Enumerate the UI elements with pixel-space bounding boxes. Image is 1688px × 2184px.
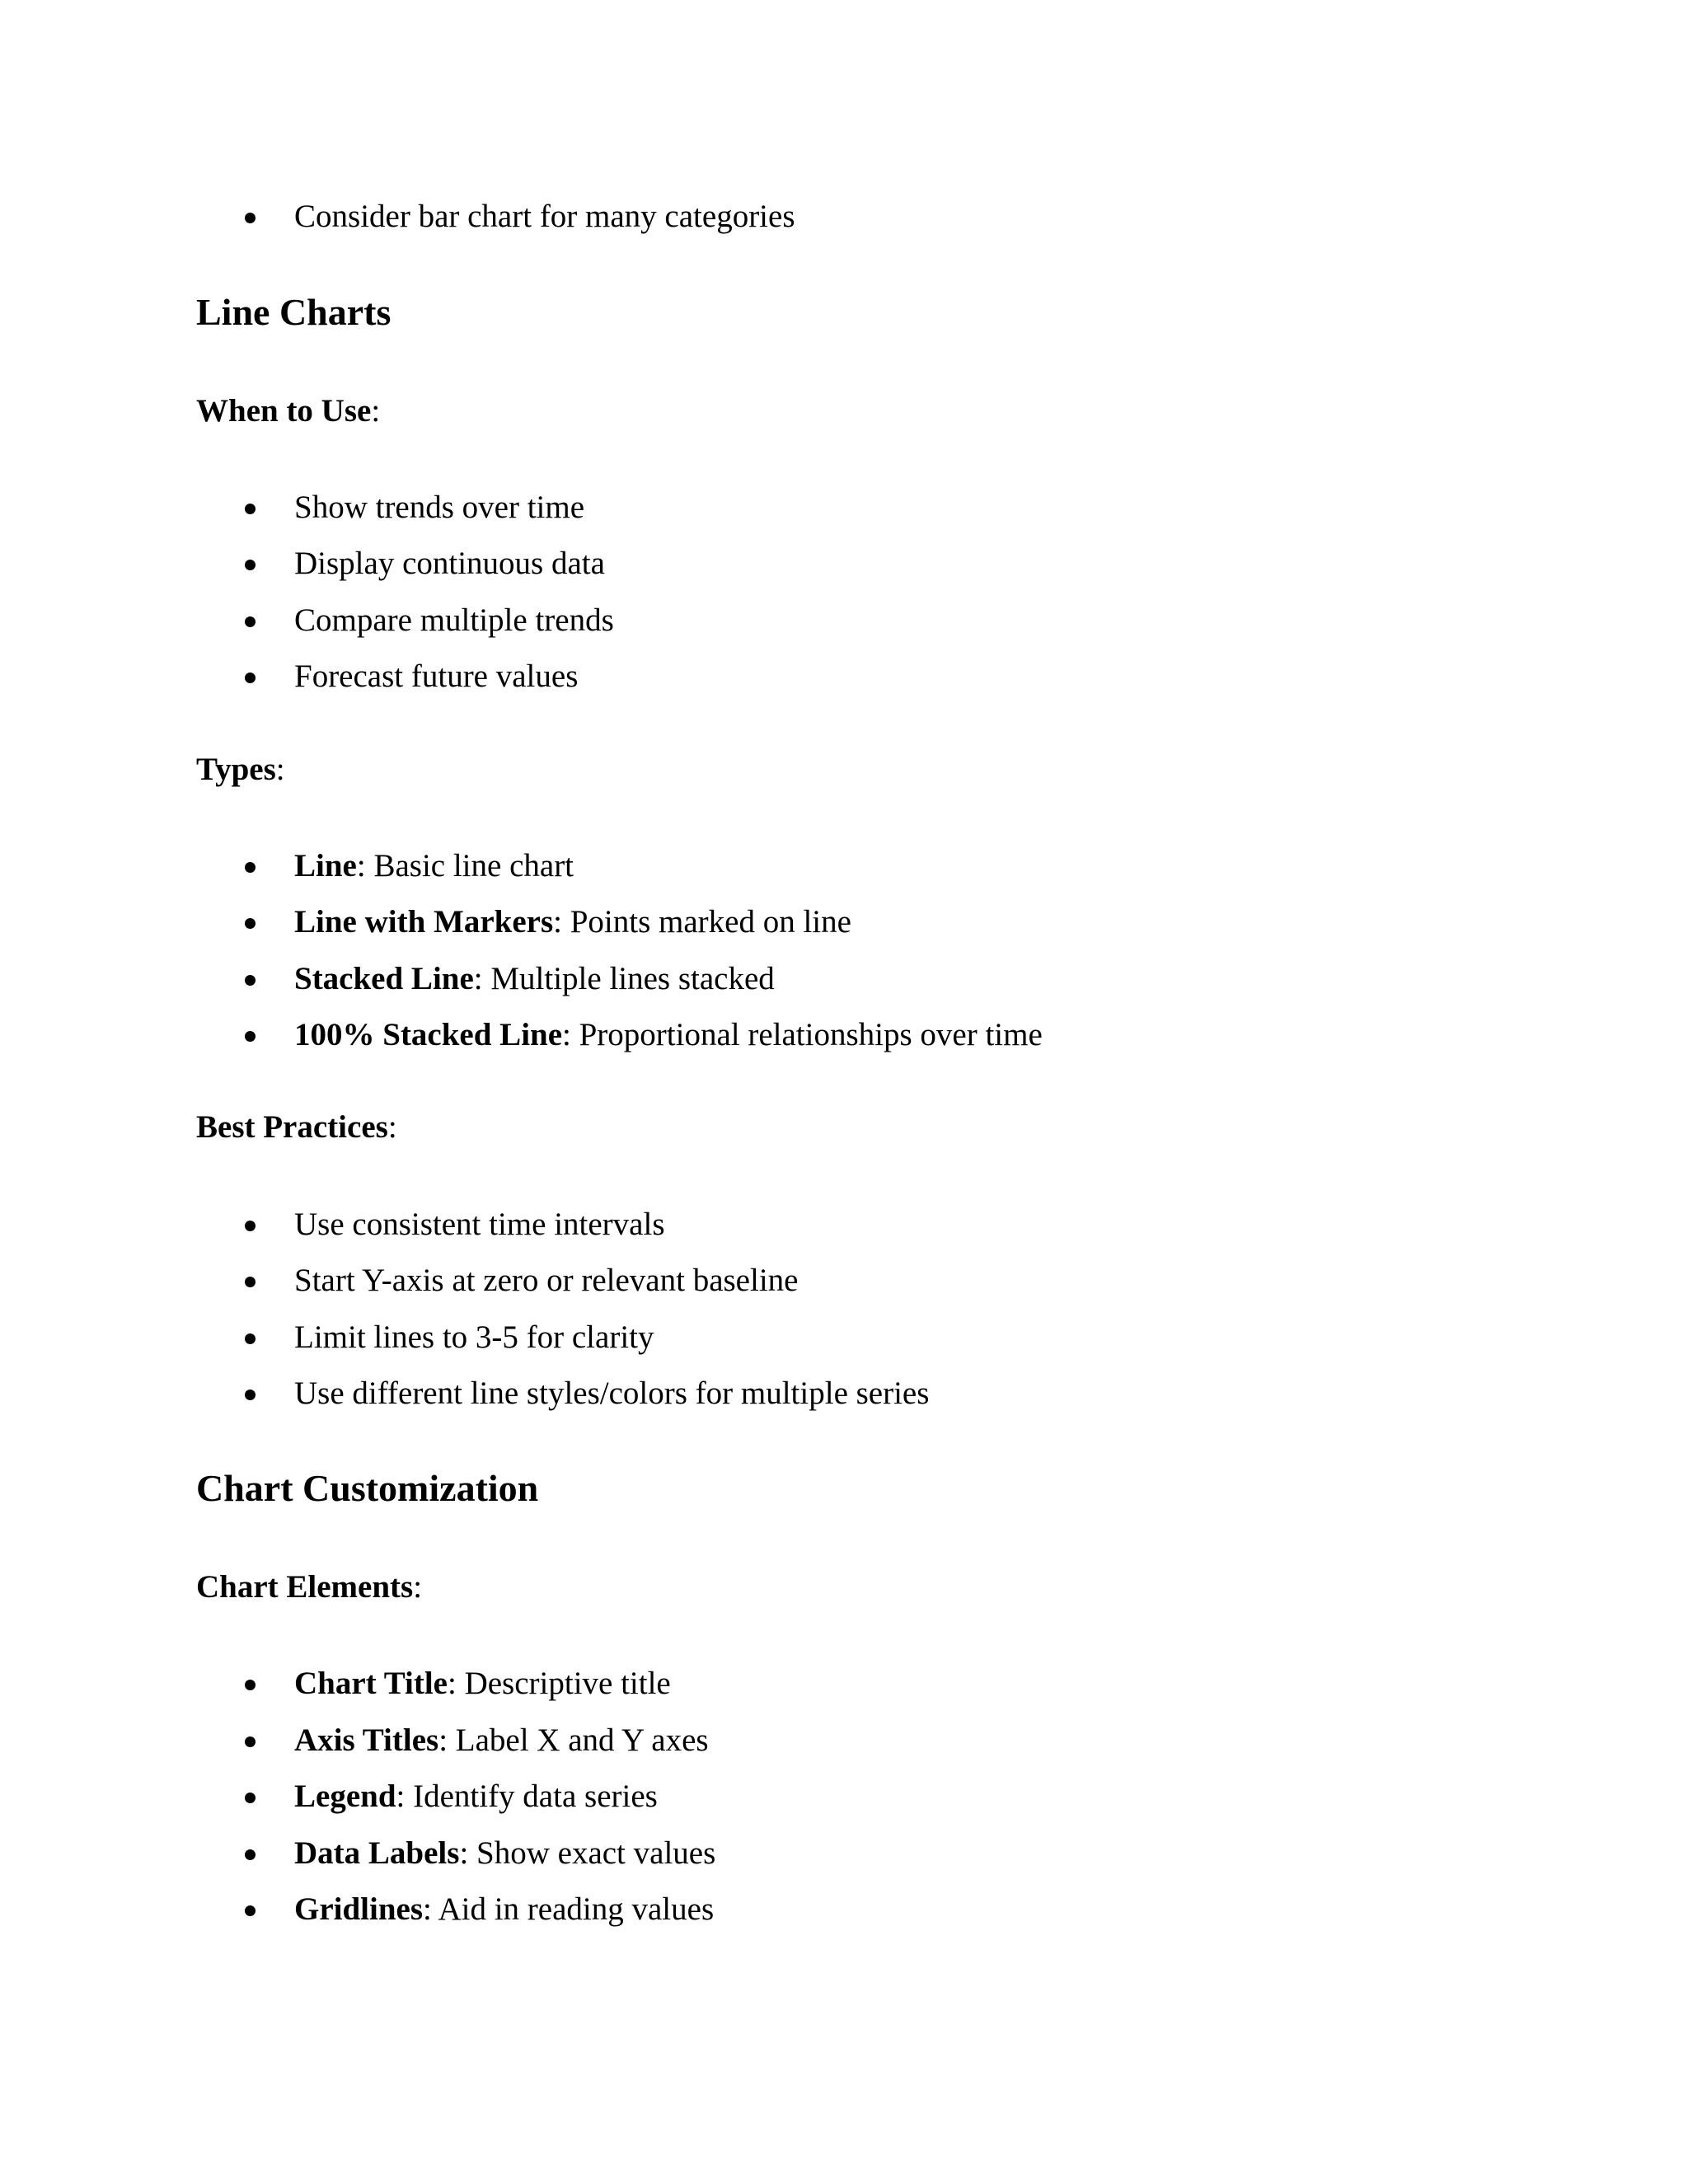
list-item-desc: : Show exact values <box>459 1835 716 1871</box>
list-item-text <box>294 963 775 995</box>
list-item-text <box>294 1724 709 1756</box>
list-item-text <box>294 1837 715 1869</box>
list-item <box>0 487 1688 528</box>
subheading-colon: : <box>371 393 381 429</box>
list-item-desc: : Basic line chart <box>356 848 574 883</box>
list-item-text <box>294 850 574 882</box>
list-item-text: Show trends over time <box>294 490 585 525</box>
subheading-when-to-use <box>196 395 380 427</box>
list-item-term: Line <box>294 848 357 883</box>
list-item-desc: : Descriptive title <box>447 1666 671 1701</box>
list-item-desc: : Aid in reading values <box>423 1891 715 1927</box>
list-item-desc: : Label X and Y axes <box>438 1722 709 1758</box>
subheading-label: When to Use <box>196 393 372 429</box>
list-item <box>0 1889 1688 1930</box>
list-item <box>0 1720 1688 1761</box>
list-item-text: Forecast future values <box>294 658 579 694</box>
list-item <box>0 1204 1688 1245</box>
bullet-icon <box>245 1333 256 1344</box>
list-item-text: Compare multiple trends <box>294 602 614 638</box>
bullet-icon <box>245 504 256 514</box>
bullet-icon <box>245 1277 256 1287</box>
subheading-colon: : <box>275 752 285 787</box>
bullet-icon <box>245 975 256 986</box>
list-item-text <box>294 1893 714 1925</box>
bullet-icon <box>245 213 256 223</box>
list-item <box>0 1663 1688 1704</box>
subheading-label: Types <box>196 752 276 787</box>
list-item-desc: : Identify data series <box>396 1779 658 1814</box>
list-item-desc: : Proportional relationships over time <box>562 1017 1043 1052</box>
list-item-term: Chart Title <box>294 1666 448 1701</box>
list-item <box>0 543 1688 584</box>
list-item-term: Data Labels <box>294 1835 460 1871</box>
subheading-colon: : <box>387 1109 397 1145</box>
subheading-label: Best Practices <box>196 1109 388 1145</box>
bullet-icon <box>245 918 256 929</box>
list-item-term: Axis Titles <box>294 1722 439 1758</box>
bullet-icon <box>245 1793 256 1803</box>
list-item-term: Gridlines <box>294 1891 424 1927</box>
list-item-text: Limit lines to 3-5 for clarity <box>294 1319 654 1355</box>
list-item <box>0 1317 1688 1358</box>
bullet-icon <box>245 1736 256 1747</box>
list-item <box>0 1776 1688 1817</box>
list-item-text <box>294 1019 1043 1051</box>
subheading-chart-elements <box>196 1571 422 1603</box>
list-item-desc: : Multiple lines stacked <box>473 961 775 996</box>
subheading-types <box>196 753 285 785</box>
bullet-icon <box>245 1849 256 1860</box>
list-item <box>0 958 1688 1000</box>
bullet-icon <box>245 1905 256 1916</box>
list-item-text <box>294 1667 671 1699</box>
list-item-text: Start Y-axis at zero or relevant baseline <box>294 1263 799 1298</box>
list-item-term: Legend <box>294 1779 396 1814</box>
list-item-term: Stacked Line <box>294 961 474 996</box>
list-item-term: 100% Stacked Line <box>294 1017 563 1052</box>
bullet-icon <box>245 1031 256 1042</box>
list-item <box>0 1015 1688 1056</box>
bullet-icon <box>245 673 256 683</box>
bullet-icon <box>245 862 256 873</box>
list-item <box>0 656 1688 697</box>
bullet-icon <box>245 1680 256 1690</box>
list-item <box>0 846 1688 887</box>
list-item-text: Use consistent time intervals <box>294 1207 665 1242</box>
subheading-best-practices <box>196 1111 397 1143</box>
list-item-text: Use different line styles/colors for multiple series <box>294 1376 930 1411</box>
list-item-desc: : Points marked on line <box>553 904 851 940</box>
bullet-icon <box>245 560 256 570</box>
subheading-label: Chart Elements <box>196 1569 414 1605</box>
list-item <box>0 600 1688 641</box>
bullet-icon <box>245 1390 256 1400</box>
list-item <box>0 1260 1688 1301</box>
list-item <box>0 1833 1688 1874</box>
list-item <box>0 1373 1688 1414</box>
list-item-term: Line with Markers <box>294 904 554 940</box>
list-item <box>0 902 1688 943</box>
list-item <box>0 196 1688 237</box>
section-heading-line-charts: Line Charts <box>196 291 392 333</box>
section-heading-chart-customization: Chart Customization <box>196 1467 539 1509</box>
list-item-text <box>294 1780 658 1812</box>
list-item-text: Display continuous data <box>294 546 605 581</box>
bullet-icon <box>245 616 256 627</box>
bullet-icon <box>245 1221 256 1231</box>
subheading-colon: : <box>413 1569 423 1605</box>
list-item-text: Consider bar chart for many categories <box>294 199 795 234</box>
list-item-text <box>294 906 851 938</box>
